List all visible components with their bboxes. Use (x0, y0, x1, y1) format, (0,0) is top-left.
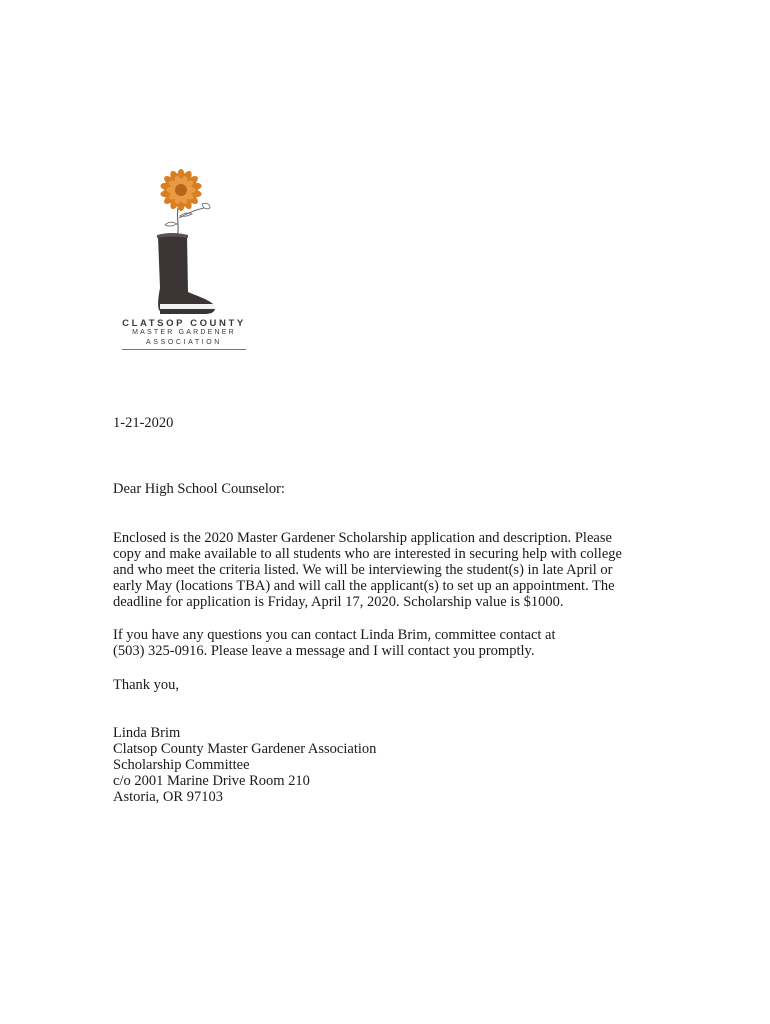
paragraph-line: copy and make available to all students who are interested in securing help with college (113, 546, 622, 562)
logo-subtitle-2: ASSOCIATION (146, 339, 222, 346)
logo-title: CLATSOP COUNTY (122, 318, 246, 329)
signer-organization: Clatsop County Master Gardener Association (113, 741, 377, 757)
letter-paragraph-2 (113, 627, 658, 659)
letter-date: 1-21-2020 (113, 415, 174, 431)
paragraph-line: deadline for application is Friday, April 17, 2020. Scholarship value is $1000. (113, 594, 564, 610)
signer-address-line: c/o 2001 Marine Drive Room 210 (113, 773, 310, 789)
paragraph-line: (503) 325-0916. Please leave a message and I will contact you promptly. (113, 643, 535, 659)
flower-in-boot-icon (118, 168, 250, 318)
signer-committee: Scholarship Committee (113, 757, 250, 773)
paragraph-line: Enclosed is the 2020 Master Gardener Scholarship application and description. Please (113, 530, 612, 546)
paragraph-line: If you have any questions you can contact Linda Brim, committee contact at (113, 627, 556, 643)
association-logo (118, 168, 250, 352)
paragraph-line: and who meet the criteria listed. We will be interviewing the student(s) in late April or (113, 562, 613, 578)
letter-closing: Thank you, (113, 677, 180, 693)
logo-divider (122, 349, 246, 350)
paragraph-line: early May (locations TBA) and will call the applicant(s) to set up an appointment. The (113, 578, 615, 594)
signature-block (113, 725, 658, 805)
logo-subtitle: MASTER GARDENER (132, 329, 236, 336)
letter-paragraph-1 (113, 530, 658, 610)
signer-name: Linda Brim (113, 725, 181, 741)
signer-city-state-zip: Astoria, OR 97103 (113, 789, 223, 805)
letter-salutation: Dear High School Counselor: (113, 481, 285, 497)
